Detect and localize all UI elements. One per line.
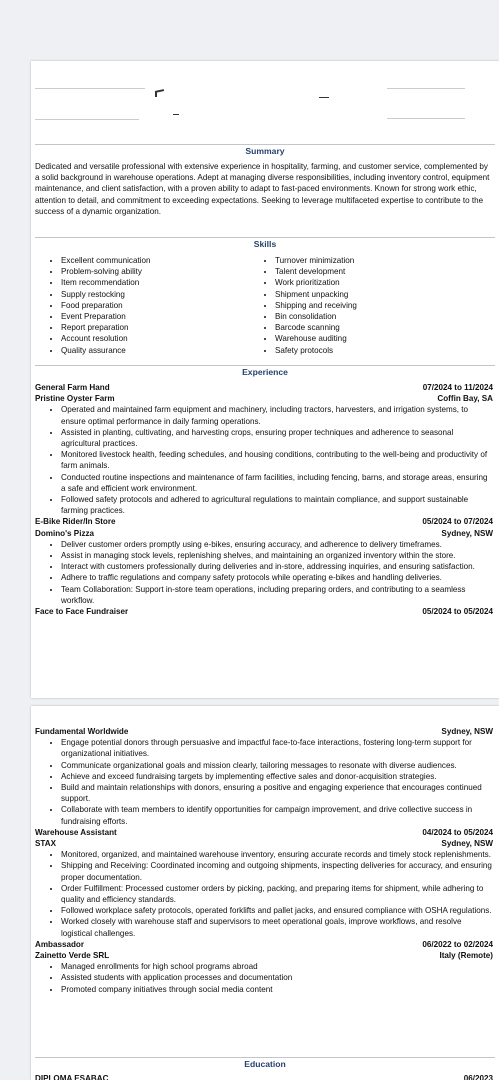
- job-company: Pristine Oyster Farm: [35, 394, 115, 404]
- job-bullet: • Adhere to traffic regulations and company safety protocols while operating e-bikes and handling deliveries.: [61, 572, 493, 583]
- job-title-row: [35, 939, 493, 950]
- job-bullet: • Conducted routine inspections and maintenance of farm facilities, including fencing, barns, and storage areas, ensuring a safe and efficient work environment.: [61, 472, 493, 494]
- job-title: Warehouse Assistant: [35, 827, 117, 837]
- job-entry: [35, 827, 493, 939]
- skills-column-right: [249, 255, 465, 356]
- job-bullet: • Promoted company initiatives through social media content: [61, 984, 493, 995]
- job-entry: [35, 726, 493, 827]
- skill-item: • Turnover minimization: [275, 255, 465, 266]
- job-title: Face to Face Fundraiser: [35, 607, 129, 617]
- job-company-row: [35, 528, 493, 539]
- section-title-summary: Summary: [35, 146, 495, 156]
- job-bullet: • Managed enrollments for high school programs abroad: [61, 961, 493, 972]
- job-entry: [35, 382, 493, 516]
- job-dates: 04/2024 to 05/2024: [422, 827, 493, 837]
- section-title-education: Education: [35, 1059, 495, 1069]
- job-bullet: • Deliver customer orders promptly using e-bikes, ensuring accuracy, and adherence to delivery timeframes.: [61, 539, 493, 550]
- header-rule: [35, 88, 145, 89]
- skills-list: [35, 255, 495, 356]
- skill-item: • Excellent communication: [61, 255, 251, 266]
- resume-page-2: [31, 706, 499, 1080]
- skill-item: • Report preparation: [61, 322, 251, 333]
- skill-item: • Safety protocols: [275, 345, 465, 356]
- education-degree: DIPLOMA ESABAC: [35, 1074, 109, 1080]
- job-bullet: • Achieve and exceed fundraising targets by implementing effective sales and donor-acquisition strategies.: [61, 771, 493, 782]
- job-bullet: • Assisted in planting, cultivating, and harvesting crops, ensuring proper techniques and adherence to seasonal agricultural practices.: [61, 427, 493, 449]
- skill-item: • Item recommendation: [61, 277, 251, 288]
- job-title: Ambassador: [35, 939, 85, 949]
- redacted-mark: [319, 97, 329, 98]
- skill-item: • Event Preparation: [61, 311, 251, 322]
- job-location: Sydney, NSW: [441, 839, 493, 849]
- job-bullet: • Monitored livestock health, feeding schedules, and housing conditions, contributing to the well-being and productivity of farm animals.: [61, 449, 493, 471]
- job-bullet: • Interact with customers professionally during deliveries and in-store, addressing inquiries, and ensuring satisfaction.: [61, 561, 493, 572]
- education-entry: [35, 1073, 493, 1080]
- job-title-row: [35, 382, 493, 393]
- skill-item: • Shipment unpacking: [275, 289, 465, 300]
- job-company: Zainetto Verde SRL: [35, 951, 110, 961]
- skill-item: • Shipping and receiving: [275, 300, 465, 311]
- experience-list-continued: [35, 726, 493, 995]
- job-dates: 06/2022 to 02/2024: [422, 939, 493, 949]
- job-location: Sydney, NSW: [441, 528, 493, 538]
- job-bullet: • Team Collaboration: Support in-store team operations, including preparing orders, and contributing to a seamless workflow.: [61, 584, 493, 606]
- section-title-skills: Skills: [35, 239, 495, 249]
- job-bullets: [35, 539, 493, 606]
- job-company-row: [35, 950, 493, 961]
- job-bullet: • Followed safety protocols and adhered to agricultural regulations to maintain compliance, and support sustainable farming practices.: [61, 494, 493, 516]
- skill-item: • Barcode scanning: [275, 322, 465, 333]
- job-title: General Farm Hand: [35, 383, 110, 392]
- job-location: Coffin Bay, SA: [437, 394, 493, 404]
- skill-item: • Quality assurance: [61, 345, 251, 356]
- job-bullet: • Worked closely with warehouse staff and supervisors to meet operational goals, improve workflows, and resolve logistical challenges.: [61, 916, 493, 938]
- job-dates: 05/2024 to 05/2024: [422, 607, 493, 617]
- redacted-mark: [155, 92, 157, 97]
- header-rule: [387, 88, 465, 89]
- job-bullet: • Shipping and Receiving: Coordinated incoming and outgoing shipments, inspecting deliveries for accuracy, and ensuring proper documentation.: [61, 860, 493, 882]
- job-bullet: • Followed workplace safety protocols, operated forklifts and pallet jacks, and ensured compliance with OSHA regulations.: [61, 905, 493, 916]
- job-company: Fundamental Worldwide: [35, 727, 129, 736]
- experience-list: [35, 382, 493, 617]
- skill-item: • Supply restocking: [61, 289, 251, 300]
- job-location: Italy (Remote): [439, 951, 493, 961]
- skill-item: • Warehouse auditing: [275, 333, 465, 344]
- skill-item: • Bin consolidation: [275, 311, 465, 322]
- skill-item: • Account resolution: [61, 333, 251, 344]
- job-entry: [35, 606, 493, 617]
- job-bullet: • Operated and maintained farm equipment and machinery, including tractors, harvesters, and irrigation systems, to ensure optimal performance in daily farming operations.: [61, 404, 493, 426]
- job-bullet: • Collaborate with team members to identify opportunities for campaign improvement, and drive collective success in fundraising efforts.: [61, 804, 493, 826]
- job-dates: 05/2024 to 07/2024: [422, 517, 493, 527]
- job-bullet: • Engage potential donors through persuasive and impactful face-to-face interactions, fostering long-term support for organizational initiatives.: [61, 737, 493, 759]
- job-dates: 07/2024 to 11/2024: [422, 383, 493, 392]
- job-bullet: • Monitored, organized, and maintained warehouse inventory, ensuring accurate records and timely stock replenishments.: [61, 849, 493, 860]
- job-bullet: • Assisted students with application processes and documentation: [61, 972, 493, 983]
- job-entry: [35, 516, 493, 606]
- job-bullets: [35, 737, 493, 827]
- job-location: Sydney, NSW: [441, 727, 493, 736]
- job-bullet: • Build and maintain relationships with donors, ensuring a positive and engaging experience that encourages continued support.: [61, 782, 493, 804]
- job-bullets: [35, 961, 493, 995]
- job-company-row: [35, 393, 493, 404]
- resume-page-1: [31, 61, 499, 698]
- job-bullet: • Communicate organizational goals and mission clearly, tailoring messages to resonate with diverse audiences.: [61, 760, 493, 771]
- job-bullet: • Order Fulfillment: Processed customer orders by picking, packing, and preparing items for shipment, while adhering to quality and efficiency standards.: [61, 883, 493, 905]
- job-company-row: [35, 726, 493, 737]
- summary-text: Dedicated and versatile professional with extensive experience in hospitality, farming, and customer service, complemented by a solid background in warehouse operations. Adept at managing diverse responsibilities, including inventory control, equipment maintenance, and client satisfaction, with a proven ability to adapt to fast-paced environments. Known for strong work ethic, attention to detail, and commitment to exceeding expectations. Seeking to leverage multifaceted expertise to contribute to the success of a dynamic organization.: [35, 162, 490, 216]
- job-title-row: [35, 606, 493, 617]
- job-title-row: [35, 827, 493, 838]
- skill-item: • Food preparation: [61, 300, 251, 311]
- job-title: E-Bike Rider/In Store: [35, 517, 116, 527]
- job-bullets: [35, 849, 493, 939]
- header-rule: [35, 119, 139, 120]
- job-company: Domino's Pizza: [35, 528, 95, 538]
- job-company: STAX: [35, 839, 56, 849]
- skill-item: • Talent development: [275, 266, 465, 277]
- job-bullets: [35, 404, 493, 516]
- job-company-row: [35, 838, 493, 849]
- skills-column-left: [35, 255, 251, 356]
- job-entry: [35, 939, 493, 995]
- job-bullet: • Assist in managing stock levels, replenishing shelves, and maintaining an organized inventory within the store.: [61, 550, 493, 561]
- redacted-mark: [173, 114, 179, 115]
- job-title-row: [35, 516, 493, 527]
- skill-item: • Problem-solving ability: [61, 266, 251, 277]
- education-date: 06/2023: [463, 1074, 493, 1080]
- header-rule: [387, 118, 465, 119]
- section-title-experience: Experience: [35, 367, 495, 377]
- skill-item: • Work prioritization: [275, 277, 465, 288]
